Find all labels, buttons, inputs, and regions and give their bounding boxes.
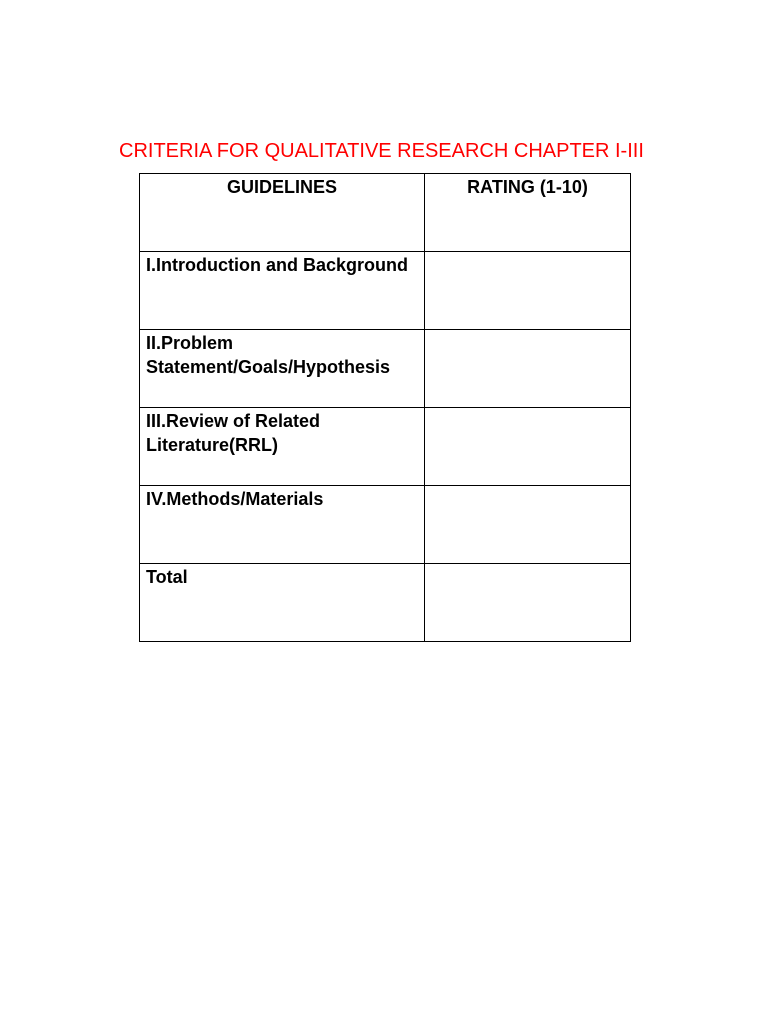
table-row <box>140 408 631 486</box>
guideline-cell: II.Problem Statement/Goals/Hypothesis <box>140 330 425 408</box>
total-rating-cell <box>425 564 631 642</box>
table-header-row <box>140 174 631 252</box>
table-row <box>140 252 631 330</box>
page-title: CRITERIA FOR QUALITATIVE RESEARCH CHAPTER I-III <box>119 140 644 162</box>
rating-cell <box>425 252 631 330</box>
table-row <box>140 330 631 408</box>
rating-cell <box>425 330 631 408</box>
guideline-cell: I.Introduction and Background <box>140 252 425 330</box>
guideline-cell: IV.Methods/Materials <box>140 486 425 564</box>
rating-cell <box>425 408 631 486</box>
table-row <box>140 564 631 642</box>
rating-cell <box>425 486 631 564</box>
total-cell: Total <box>140 564 425 642</box>
guideline-cell: III.Review of Related Literature(RRL) <box>140 408 425 486</box>
header-guidelines: GUIDELINES <box>140 174 425 252</box>
criteria-table <box>139 173 631 642</box>
header-rating: RATING (1-10) <box>425 174 631 252</box>
table-row <box>140 486 631 564</box>
